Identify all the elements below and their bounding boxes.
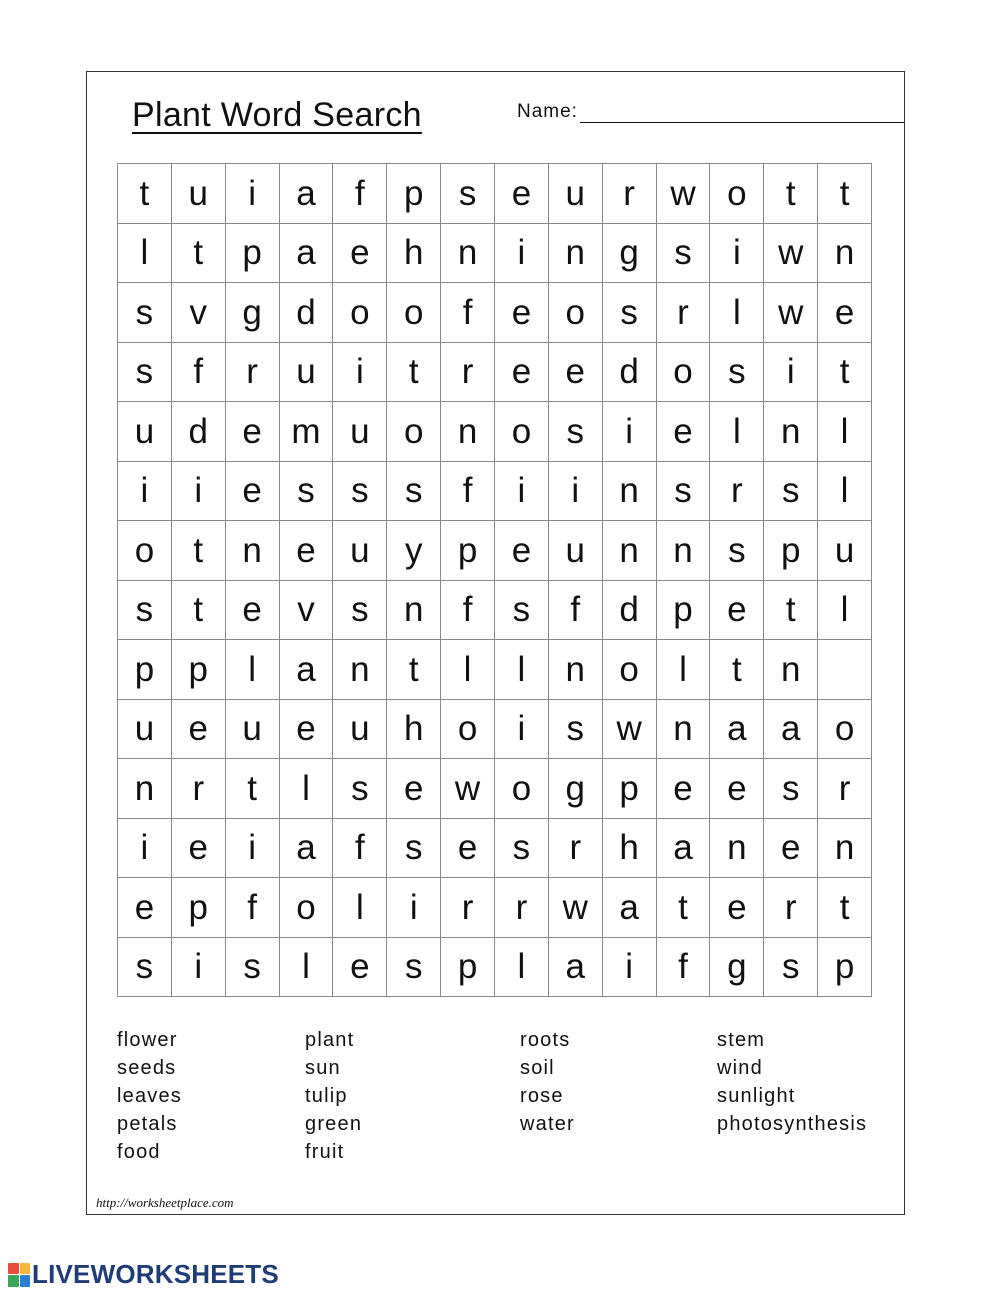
grid-cell[interactable]: p xyxy=(764,521,818,581)
grid-cell[interactable]: a xyxy=(657,819,711,879)
grid-cell[interactable]: o xyxy=(710,164,764,224)
grid-cell[interactable]: a xyxy=(549,938,603,998)
grid-cell[interactable]: y xyxy=(387,521,441,581)
grid-cell[interactable]: s xyxy=(603,283,657,343)
grid-cell[interactable]: s xyxy=(657,462,711,522)
grid-cell[interactable]: u xyxy=(333,521,387,581)
word-item: green xyxy=(305,1113,363,1135)
word-item: stem xyxy=(717,1029,766,1051)
grid-cell[interactable]: i xyxy=(603,938,657,998)
grid-cell[interactable]: t xyxy=(657,878,711,938)
grid-cell[interactable]: l xyxy=(441,640,495,700)
grid-cell[interactable]: t xyxy=(172,521,226,581)
grid-cell[interactable]: p xyxy=(818,938,872,998)
grid-cell[interactable]: t xyxy=(818,343,872,403)
grid-cell[interactable]: l xyxy=(710,283,764,343)
grid-cell[interactable]: i xyxy=(226,819,280,879)
grid-cell[interactable]: e xyxy=(172,700,226,760)
grid-cell[interactable]: u xyxy=(280,343,334,403)
grid-cell[interactable]: o xyxy=(387,402,441,462)
grid-cell[interactable]: i xyxy=(333,343,387,403)
grid-cell[interactable]: e xyxy=(710,878,764,938)
grid-cell[interactable]: e xyxy=(226,581,280,641)
grid-cell[interactable]: t xyxy=(387,343,441,403)
grid-cell[interactable]: t xyxy=(710,640,764,700)
grid-cell[interactable]: u xyxy=(818,521,872,581)
grid-cell[interactable]: e xyxy=(710,759,764,819)
grid-cell[interactable]: s xyxy=(495,581,549,641)
grid-cell[interactable]: n xyxy=(549,640,603,700)
grid-cell[interactable]: r xyxy=(495,878,549,938)
grid-cell[interactable]: i xyxy=(226,164,280,224)
grid-cell[interactable]: a xyxy=(603,878,657,938)
grid-cell[interactable]: p xyxy=(441,938,495,998)
grid-cell[interactable]: h xyxy=(603,819,657,879)
grid-cell[interactable]: n xyxy=(387,581,441,641)
grid-cell[interactable]: n xyxy=(549,224,603,284)
word-item: flower xyxy=(117,1029,178,1051)
grid-cell[interactable]: s xyxy=(441,164,495,224)
grid-cell[interactable]: n xyxy=(657,700,711,760)
liveworksheets-logo-icon xyxy=(8,1263,30,1287)
word-item: fruit xyxy=(305,1141,345,1163)
word-item: plant xyxy=(305,1029,355,1051)
liveworksheets-brand[interactable] xyxy=(8,1259,279,1290)
grid-cell[interactable]: l xyxy=(818,462,872,522)
grid-cell[interactable]: i xyxy=(118,819,172,879)
grid-cell[interactable]: i xyxy=(387,878,441,938)
name-label: Name: xyxy=(517,101,578,122)
grid-cell[interactable]: i xyxy=(172,462,226,522)
grid-cell[interactable]: e xyxy=(764,819,818,879)
grid-cell[interactable]: e xyxy=(280,700,334,760)
word-item: wind xyxy=(717,1057,763,1079)
grid-cell[interactable]: a xyxy=(764,700,818,760)
grid-cell[interactable]: s xyxy=(226,938,280,998)
grid-cell[interactable]: n xyxy=(818,819,872,879)
grid-cell[interactable]: w xyxy=(764,224,818,284)
grid-cell[interactable]: d xyxy=(603,581,657,641)
grid-cell[interactable]: o xyxy=(118,521,172,581)
footer-url: http://worksheetplace.com xyxy=(96,1195,234,1210)
grid-cell[interactable]: i xyxy=(495,224,549,284)
worksheet-title: Plant Word Search xyxy=(132,96,422,134)
word-item: tulip xyxy=(305,1085,348,1107)
grid-cell[interactable]: r xyxy=(603,164,657,224)
grid-cell[interactable]: r xyxy=(710,462,764,522)
grid-cell[interactable]: r xyxy=(549,819,603,879)
grid-cell[interactable]: p xyxy=(226,224,280,284)
grid-cell[interactable]: i xyxy=(495,700,549,760)
grid-cell[interactable]: a xyxy=(280,640,334,700)
grid-cell[interactable]: i xyxy=(172,938,226,998)
grid-cell[interactable]: n xyxy=(764,402,818,462)
grid-cell[interactable]: s xyxy=(710,521,764,581)
grid-cell[interactable]: f xyxy=(333,164,387,224)
grid-cell[interactable]: s xyxy=(549,402,603,462)
grid-cell[interactable]: w xyxy=(441,759,495,819)
grid-cell[interactable]: n xyxy=(710,819,764,879)
grid-cell[interactable]: o xyxy=(818,700,872,760)
word-item: petals xyxy=(117,1113,178,1135)
grid-cell[interactable]: e xyxy=(657,759,711,819)
grid-cell[interactable]: s xyxy=(387,462,441,522)
grid-cell[interactable]: s xyxy=(333,462,387,522)
grid-cell[interactable]: l xyxy=(710,402,764,462)
grid-cell[interactable]: p xyxy=(172,640,226,700)
grid-cell[interactable]: n xyxy=(118,759,172,819)
grid-cell[interactable]: e xyxy=(549,343,603,403)
word-item: food xyxy=(117,1141,161,1163)
grid-cell[interactable]: w xyxy=(549,878,603,938)
grid-cell[interactable]: f xyxy=(657,938,711,998)
grid-cell[interactable]: t xyxy=(172,581,226,641)
word-column-1 xyxy=(117,1026,182,1166)
grid-cell[interactable]: p xyxy=(657,581,711,641)
brand-name: LIVEWORKSHEETS xyxy=(32,1259,279,1289)
grid-cell[interactable]: f xyxy=(549,581,603,641)
grid-cell[interactable]: l xyxy=(118,224,172,284)
grid-cell[interactable]: i xyxy=(495,462,549,522)
grid-cell[interactable]: h xyxy=(387,700,441,760)
grid-cell[interactable]: o xyxy=(495,759,549,819)
grid-cell[interactable]: n xyxy=(226,521,280,581)
grid-cell[interactable]: u xyxy=(333,700,387,760)
name-blank-line[interactable] xyxy=(580,100,904,123)
grid-cell[interactable]: o xyxy=(280,878,334,938)
grid-cell[interactable]: e xyxy=(495,343,549,403)
grid-cell[interactable]: f xyxy=(441,462,495,522)
grid-cell[interactable]: w xyxy=(764,283,818,343)
grid-cell[interactable] xyxy=(818,640,872,700)
grid-cell[interactable]: m xyxy=(280,402,334,462)
grid-cell[interactable]: s xyxy=(764,938,818,998)
grid-cell[interactable]: s xyxy=(118,283,172,343)
grid-cell[interactable]: p xyxy=(118,640,172,700)
grid-cell[interactable]: t xyxy=(387,640,441,700)
grid-cell[interactable]: a xyxy=(280,164,334,224)
grid-cell[interactable]: g xyxy=(603,224,657,284)
grid-cell[interactable]: o xyxy=(657,343,711,403)
grid-cell[interactable]: a xyxy=(710,700,764,760)
word-item: rose xyxy=(520,1085,564,1107)
grid-cell[interactable]: p xyxy=(387,164,441,224)
grid-cell[interactable]: g xyxy=(710,938,764,998)
grid-cell[interactable]: i xyxy=(710,224,764,284)
word-item: water xyxy=(520,1113,575,1135)
grid-cell[interactable]: o xyxy=(387,283,441,343)
grid-cell[interactable]: s xyxy=(495,819,549,879)
grid-cell[interactable]: s xyxy=(387,938,441,998)
grid-cell[interactable]: n xyxy=(441,224,495,284)
grid-cell[interactable]: e xyxy=(495,283,549,343)
grid-cell[interactable]: o xyxy=(603,640,657,700)
grid-cell[interactable]: o xyxy=(441,700,495,760)
grid-cell[interactable]: r xyxy=(441,878,495,938)
grid-cell[interactable]: r xyxy=(657,283,711,343)
grid-cell[interactable]: r xyxy=(818,759,872,819)
grid-cell[interactable]: l xyxy=(495,938,549,998)
grid-cell[interactable]: s xyxy=(333,581,387,641)
grid-cell[interactable]: t xyxy=(818,164,872,224)
grid-cell[interactable]: p xyxy=(172,878,226,938)
grid-cell[interactable]: u xyxy=(549,164,603,224)
grid-cell[interactable]: t xyxy=(818,878,872,938)
grid-cell[interactable]: n xyxy=(818,224,872,284)
grid-cell[interactable]: w xyxy=(657,164,711,224)
grid-cell[interactable]: r xyxy=(441,343,495,403)
grid-cell[interactable]: i xyxy=(118,462,172,522)
grid-cell[interactable]: w xyxy=(603,700,657,760)
grid-cell[interactable]: o xyxy=(495,402,549,462)
grid-cell[interactable]: d xyxy=(280,283,334,343)
grid-cell[interactable]: e xyxy=(710,581,764,641)
grid-cell[interactable]: s xyxy=(549,700,603,760)
grid-cell[interactable]: e xyxy=(495,521,549,581)
grid-cell[interactable]: l xyxy=(333,878,387,938)
grid-cell[interactable]: d xyxy=(172,402,226,462)
grid-cell[interactable]: l xyxy=(818,581,872,641)
grid-cell[interactable]: i xyxy=(603,402,657,462)
grid-cell[interactable]: u xyxy=(118,402,172,462)
grid-cell[interactable]: s xyxy=(280,462,334,522)
grid-cell[interactable]: n xyxy=(441,402,495,462)
grid-cell[interactable]: r xyxy=(172,759,226,819)
grid-cell[interactable]: l xyxy=(280,938,334,998)
grid-cell[interactable]: e xyxy=(118,878,172,938)
grid-cell[interactable]: t xyxy=(764,164,818,224)
grid-cell[interactable]: d xyxy=(603,343,657,403)
grid-cell[interactable]: e xyxy=(172,819,226,879)
grid-cell[interactable]: n xyxy=(333,640,387,700)
grid-cell[interactable]: s xyxy=(764,759,818,819)
word-column-4 xyxy=(717,1026,867,1138)
grid-cell[interactable]: v xyxy=(280,581,334,641)
word-column-2 xyxy=(305,1026,362,1166)
grid-cell[interactable]: i xyxy=(764,343,818,403)
grid-cell[interactable]: t xyxy=(172,224,226,284)
grid-cell[interactable]: f xyxy=(441,283,495,343)
grid-cell[interactable]: e xyxy=(441,819,495,879)
word-item: photosynthesis xyxy=(717,1113,868,1135)
grid-cell[interactable]: a xyxy=(280,819,334,879)
name-field xyxy=(517,100,904,123)
grid-cell[interactable]: e xyxy=(495,164,549,224)
grid-cell[interactable]: e xyxy=(818,283,872,343)
grid-cell[interactable]: r xyxy=(764,878,818,938)
grid-cell[interactable]: e xyxy=(387,759,441,819)
grid-cell[interactable]: e xyxy=(280,521,334,581)
grid-cell[interactable]: e xyxy=(333,224,387,284)
grid-cell[interactable]: e xyxy=(226,462,280,522)
grid-cell[interactable]: u xyxy=(333,402,387,462)
grid-cell[interactable]: g xyxy=(549,759,603,819)
grid-cell[interactable]: v xyxy=(172,283,226,343)
grid-cell[interactable]: s xyxy=(333,759,387,819)
grid-cell[interactable]: s xyxy=(387,819,441,879)
grid-cell[interactable]: l xyxy=(226,640,280,700)
grid-cell[interactable]: l xyxy=(280,759,334,819)
grid-cell[interactable]: s xyxy=(710,343,764,403)
grid-cell[interactable]: o xyxy=(333,283,387,343)
grid-cell[interactable]: s xyxy=(118,938,172,998)
word-column-3 xyxy=(520,1026,575,1138)
grid-cell[interactable]: a xyxy=(280,224,334,284)
grid-cell[interactable]: e xyxy=(657,402,711,462)
grid-cell[interactable]: e xyxy=(226,402,280,462)
grid-cell[interactable]: f xyxy=(441,581,495,641)
grid-cell[interactable]: f xyxy=(172,343,226,403)
grid-cell[interactable]: u xyxy=(172,164,226,224)
grid-cell[interactable]: u xyxy=(549,521,603,581)
grid-cell[interactable]: p xyxy=(441,521,495,581)
word-item: roots xyxy=(520,1029,571,1051)
word-item: sun xyxy=(305,1057,341,1079)
grid-cell[interactable]: e xyxy=(333,938,387,998)
grid-cell[interactable]: t xyxy=(118,164,172,224)
grid-cell[interactable]: p xyxy=(603,759,657,819)
grid-cell[interactable]: f xyxy=(226,878,280,938)
grid-cell[interactable]: l xyxy=(818,402,872,462)
grid-cell[interactable]: u xyxy=(226,700,280,760)
grid-cell[interactable]: s xyxy=(118,343,172,403)
grid-cell[interactable]: r xyxy=(226,343,280,403)
letter-grid xyxy=(117,163,872,997)
grid-cell[interactable]: n xyxy=(603,462,657,522)
grid-cell[interactable]: l xyxy=(495,640,549,700)
grid-cell[interactable]: l xyxy=(657,640,711,700)
grid-cell[interactable]: t xyxy=(764,581,818,641)
grid-cell[interactable]: s xyxy=(657,224,711,284)
word-item: leaves xyxy=(117,1085,183,1107)
word-item: sunlight xyxy=(717,1085,796,1107)
grid-cell[interactable]: g xyxy=(226,283,280,343)
grid-cell[interactable]: f xyxy=(333,819,387,879)
grid-cell[interactable]: t xyxy=(226,759,280,819)
word-item: seeds xyxy=(117,1057,177,1079)
grid-cell[interactable]: n xyxy=(603,521,657,581)
grid-cell[interactable]: o xyxy=(549,283,603,343)
grid-cell[interactable]: s xyxy=(764,462,818,522)
grid-cell[interactable]: n xyxy=(764,640,818,700)
grid-cell[interactable]: h xyxy=(387,224,441,284)
grid-cell[interactable]: i xyxy=(549,462,603,522)
grid-cell[interactable]: u xyxy=(118,700,172,760)
grid-cell[interactable]: s xyxy=(118,581,172,641)
grid-cell[interactable]: n xyxy=(657,521,711,581)
word-item: soil xyxy=(520,1057,555,1079)
